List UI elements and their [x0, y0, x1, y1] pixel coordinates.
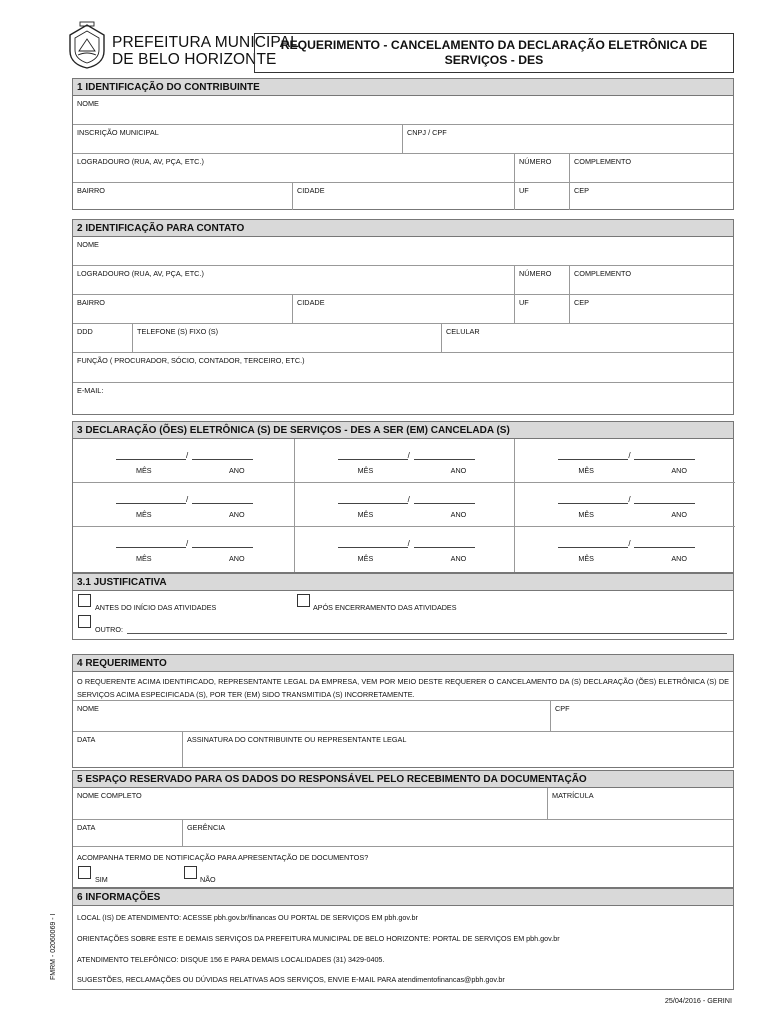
form-row	[73, 820, 733, 847]
field-label: NOME	[77, 704, 99, 713]
bairro-field[interactable]	[73, 183, 292, 210]
year-label: ANO	[229, 466, 245, 475]
month-input-line[interactable]	[558, 503, 628, 504]
field-label: NÚMERO	[519, 157, 552, 166]
info-line-orientation: ORIENTAÇÕES SOBRE ESTE E DEMAIS SERVIÇOS DA PREFEITURA MUNICIPAL DE BELO HORIZONTE: PORTAL DE SERVIÇOS EM pbh.gov.br	[77, 934, 560, 943]
field-label: CIDADE	[297, 186, 325, 195]
contact-uf-field[interactable]	[514, 295, 569, 323]
des-period-grid	[73, 439, 733, 572]
month-label: MÊS	[136, 554, 152, 563]
section-request	[72, 654, 734, 768]
form-row	[73, 266, 733, 295]
request-cpf-field[interactable]	[550, 701, 733, 731]
ddd-field[interactable]	[73, 324, 132, 352]
month-input-line[interactable]	[116, 503, 186, 504]
year-input-line[interactable]	[192, 459, 253, 460]
form-row	[73, 732, 733, 767]
sim-checkbox[interactable]	[78, 866, 91, 879]
field-label: CNPJ / CPF	[407, 128, 447, 137]
month-label: MÊS	[357, 554, 374, 563]
year-label: ANO	[671, 466, 687, 475]
form-row	[73, 96, 733, 125]
des-period-cell[interactable]	[294, 483, 515, 527]
antes-inicio-checkbox[interactable]	[78, 594, 91, 607]
des-period-cell[interactable]	[73, 483, 294, 527]
month-input-line[interactable]	[116, 459, 186, 460]
form-row	[73, 324, 733, 353]
request-statement: O REQUERENTE ACIMA IDENTIFICADO, REPRESENTANTE LEGAL DA EMPRESA, VEM POR MEIO DESTE REQUERER O CANCELAMENTO DA (S) DECLARAÇÃO (ÕES) ELETRÔNICA (S) DE SERVIÇOS ACIMA ESPECIFICADA (S), POR TER (EM) SIDO TRANSMITIDA (S) INCORRETAMENTE.	[77, 677, 729, 699]
year-input-line[interactable]	[192, 503, 253, 504]
numero-field[interactable]	[514, 154, 569, 182]
field-label: COMPLEMENTO	[574, 269, 632, 278]
section-title: 5 ESPAÇO RESERVADO PARA OS DADOS DO RESPONSÁVEL PELO RECEBIMENTO DA DOCUMENTAÇÃO	[73, 771, 733, 788]
request-data-field[interactable]	[73, 732, 182, 767]
org-name-line1: PREFEITURA MUNICIPAL	[112, 34, 299, 51]
form-title-line2: SERVIÇOS - DES	[444, 53, 544, 67]
des-period-cell[interactable]	[294, 527, 515, 572]
section-receiver	[72, 770, 734, 888]
field-label: BAIRRO	[77, 298, 105, 307]
contact-logradouro-field[interactable]	[73, 266, 514, 294]
month-input-line[interactable]	[116, 547, 186, 548]
matricula-field[interactable]	[547, 788, 733, 819]
telefone-field[interactable]	[132, 324, 441, 352]
month-year-separator: /	[628, 495, 631, 504]
cidade-field[interactable]	[292, 183, 514, 210]
year-label: ANO	[229, 554, 245, 563]
month-label: MÊS	[578, 510, 594, 519]
contact-complemento-field[interactable]	[569, 266, 733, 294]
signature-field[interactable]	[182, 732, 733, 767]
info-line-phone: ATENDIMENTO TELEFÔNICO: DISQUE 156 E PARA DEMAIS LOCALIDADES (31) 3429-0405.	[77, 955, 385, 964]
year-label: ANO	[671, 510, 687, 519]
field-label: CEP	[574, 298, 590, 307]
funcao-field[interactable]	[73, 353, 733, 382]
month-label: MÊS	[578, 466, 594, 475]
acompanha-question: ACOMPANHA TERMO DE NOTIFICAÇÃO PARA APRESENTAÇÃO DE DOCUMENTOS?	[77, 853, 369, 862]
complemento-field[interactable]	[569, 154, 733, 182]
field-label: BAIRRO	[77, 186, 105, 195]
field-label: UF	[519, 186, 529, 195]
field-label: DDD	[77, 327, 93, 336]
section-contributor-identification	[72, 78, 734, 210]
request-nome-field[interactable]	[73, 701, 550, 731]
month-label: MÊS	[136, 466, 152, 475]
nao-label: NÃO	[200, 875, 216, 884]
form-row	[73, 183, 733, 210]
month-year-separator: /	[407, 495, 410, 504]
org-name-line2: DE BELO HORIZONTE	[112, 51, 277, 68]
celular-field[interactable]	[441, 324, 733, 352]
month-label: MÊS	[357, 510, 374, 519]
section-contact-identification	[72, 219, 734, 415]
field-label: LOGRADOURO (RUA, AV, PÇA, ETC.)	[77, 157, 204, 166]
month-year-separator: /	[407, 539, 410, 548]
month-input-line[interactable]	[338, 503, 408, 504]
section-title: 3.1 JUSTIFICATIVA	[73, 574, 733, 591]
field-label: COMPLEMENTO	[574, 157, 632, 166]
gerencia-field[interactable]	[182, 820, 733, 846]
year-input-line[interactable]	[414, 503, 475, 504]
form-row	[73, 383, 733, 414]
month-year-separator: /	[186, 495, 189, 504]
month-year-separator: /	[186, 539, 189, 548]
form-title	[254, 33, 734, 73]
year-input-line[interactable]	[192, 547, 253, 548]
contact-cep-field[interactable]	[569, 295, 733, 323]
year-input-line[interactable]	[634, 503, 695, 504]
section-title: 1 IDENTIFICAÇÃO DO CONTRIBUINTE	[73, 79, 733, 96]
field-label: CIDADE	[297, 298, 325, 307]
outro-input-line[interactable]	[127, 633, 727, 634]
field-label: NOME	[77, 99, 99, 108]
footer-date-code: 25/04/2016 - GERINI	[664, 996, 732, 1005]
info-line-locations: LOCAL (IS) DE ATENDIMENTO: ACESSE pbh.gov.br/financas OU PORTAL DE SERVIÇOS EM pbh.gov.br	[77, 913, 418, 922]
field-label: MATRÍCULA	[552, 791, 594, 800]
apos-encerramento-label: APÓS ENCERRAMENTO DAS ATIVIDADES	[313, 603, 457, 612]
contact-nome-field[interactable]	[73, 237, 733, 265]
des-period-cell[interactable]	[514, 483, 735, 527]
section-justification	[72, 573, 734, 640]
month-input-line[interactable]	[338, 547, 408, 548]
field-label: NÚMERO	[519, 269, 552, 278]
month-input-line[interactable]	[338, 459, 408, 460]
receiver-nome-field[interactable]	[73, 788, 547, 819]
des-period-cell[interactable]	[73, 527, 294, 572]
month-input-line[interactable]	[558, 547, 628, 548]
section-title: 4 REQUERIMENTO	[73, 655, 733, 672]
field-label: ASSINATURA DO CONTRIBUINTE OU REPRESENTANTE LEGAL	[187, 735, 407, 744]
year-label: ANO	[671, 554, 687, 563]
contact-cidade-field[interactable]	[292, 295, 514, 323]
field-label: NOME COMPLETO	[77, 791, 142, 800]
email-field[interactable]	[73, 383, 733, 414]
field-label: E-MAIL:	[77, 386, 104, 395]
des-period-cell[interactable]	[73, 439, 294, 483]
month-year-separator: /	[628, 539, 631, 548]
outro-label: OUTRO:	[95, 625, 123, 634]
des-period-cell[interactable]	[514, 439, 735, 483]
field-label: FUNÇÃO ( PROCURADOR, SÓCIO, CONTADOR, TERCEIRO, ETC.)	[77, 356, 305, 365]
month-label: MÊS	[357, 466, 374, 475]
month-year-separator: /	[186, 451, 189, 460]
section-title: 2 IDENTIFICAÇÃO PARA CONTATO	[73, 220, 733, 237]
sim-label: SIM	[95, 875, 108, 884]
cep-field[interactable]	[569, 183, 733, 210]
field-label: TELEFONE (S) FIXO (S)	[137, 327, 219, 336]
form-code: FMRM - 02060069 - I	[50, 913, 57, 980]
logradouro-field[interactable]	[73, 154, 514, 182]
year-label: ANO	[450, 554, 467, 563]
field-label: CPF	[555, 704, 570, 713]
year-input-line[interactable]	[634, 459, 695, 460]
month-year-separator: /	[628, 451, 631, 460]
field-label: DATA	[77, 735, 96, 744]
form-row	[73, 847, 733, 887]
info-line-suggestions: SUGESTÕES, RECLAMAÇÕES OU DÚVIDAS RELATIVAS AOS SERVIÇOS, ENVIE E-MAIL PARA atendimentofinancas@pbh.gov.br	[77, 975, 505, 984]
form-row	[73, 353, 733, 383]
section-information	[72, 888, 734, 990]
year-input-line[interactable]	[414, 459, 475, 460]
month-label: MÊS	[578, 554, 594, 563]
field-label: NOME	[77, 240, 99, 249]
uf-field[interactable]	[514, 183, 569, 210]
field-label: INSCRIÇÃO MUNICIPAL	[77, 128, 159, 137]
month-input-line[interactable]	[558, 459, 628, 460]
section-title: 3 DECLARAÇÃO (ÕES) ELETRÔNICA (S) DE SERVIÇOS - DES A SER (EM) CANCELADA (S)	[73, 422, 733, 439]
field-label: DATA	[77, 823, 96, 832]
form-row	[73, 788, 733, 820]
inscricao-municipal-field[interactable]	[73, 125, 402, 153]
antes-inicio-label: ANTES DO INÍCIO DAS ATIVIDADES	[95, 603, 217, 612]
year-input-line[interactable]	[414, 547, 475, 548]
cnpj-cpf-field[interactable]	[402, 125, 733, 153]
year-label: ANO	[450, 510, 467, 519]
section-des-declarations	[72, 421, 734, 573]
field-label: CELULAR	[446, 327, 480, 336]
form-row	[73, 154, 733, 183]
field-label: UF	[519, 298, 529, 307]
des-period-cell[interactable]	[514, 527, 735, 572]
nao-checkbox[interactable]	[184, 866, 197, 879]
field-label: GERÊNCIA	[187, 823, 226, 832]
form-row	[73, 125, 733, 154]
nome-field[interactable]	[73, 96, 733, 124]
form-title-line1: REQUERIMENTO - CANCELAMENTO DA DECLARAÇÃO ELETRÔNICA DE	[280, 38, 708, 52]
field-label: LOGRADOURO (RUA, AV, PÇA, ETC.)	[77, 269, 204, 278]
form-row	[73, 237, 733, 266]
coat-of-arms-logo	[66, 21, 108, 69]
section-title: 6 INFORMAÇÕES	[73, 889, 733, 906]
contact-bairro-field[interactable]	[73, 295, 292, 323]
month-label: MÊS	[136, 510, 152, 519]
year-label: ANO	[229, 510, 245, 519]
year-input-line[interactable]	[634, 547, 695, 548]
des-period-cell[interactable]	[294, 439, 515, 483]
year-label: ANO	[450, 466, 467, 475]
receiver-data-field[interactable]	[73, 820, 182, 846]
outro-checkbox[interactable]	[78, 615, 91, 628]
form-row	[73, 701, 733, 732]
apos-encerramento-checkbox[interactable]	[297, 594, 310, 607]
form-row	[73, 672, 733, 701]
month-year-separator: /	[407, 451, 410, 460]
field-label: CEP	[574, 186, 590, 195]
form-row	[73, 295, 733, 324]
contact-numero-field[interactable]	[514, 266, 569, 294]
